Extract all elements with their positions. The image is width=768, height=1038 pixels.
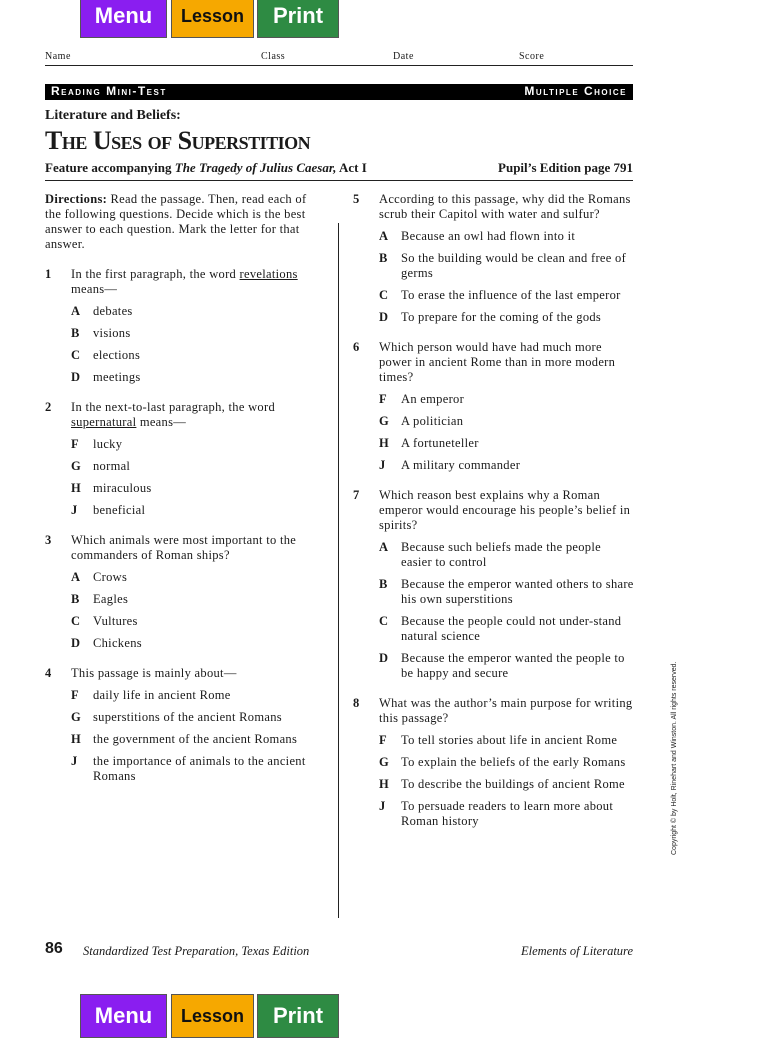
pupils-edition-page: Pupil’s Edition page 791 bbox=[498, 160, 633, 175]
question-number: 8 bbox=[353, 696, 360, 710]
question-stem bbox=[45, 267, 323, 297]
print-button[interactable]: Print bbox=[257, 0, 339, 38]
option-text: miraculous bbox=[93, 481, 152, 495]
answer-option[interactable] bbox=[353, 755, 635, 770]
option-text: To explain the beliefs of the early Romans bbox=[401, 755, 626, 769]
option-letter: H bbox=[71, 732, 82, 746]
answer-option[interactable] bbox=[353, 414, 635, 429]
option-letter: A bbox=[71, 570, 81, 584]
top-nav bbox=[80, 0, 339, 38]
option-text: To erase the influence of the last emperor bbox=[401, 288, 621, 302]
option-letter: G bbox=[71, 459, 82, 473]
answer-option[interactable] bbox=[45, 636, 323, 651]
option-letter: F bbox=[71, 688, 79, 702]
vocabulary-term: supernatural bbox=[71, 415, 137, 429]
lesson-button[interactable]: Lesson bbox=[171, 0, 254, 38]
option-text: To tell stories about life in ancient Rome bbox=[401, 733, 618, 747]
question-4 bbox=[45, 666, 323, 784]
answer-option[interactable] bbox=[45, 592, 323, 607]
page-title: The Uses of Superstition bbox=[45, 126, 311, 155]
answer-option[interactable] bbox=[353, 458, 635, 473]
question-text-post: means— bbox=[136, 415, 187, 429]
question-stem bbox=[353, 192, 635, 222]
class-label: Class bbox=[261, 51, 286, 62]
question-text bbox=[71, 400, 323, 430]
question-text: Which person would have had much more power in ancient Rome than in more modern times? bbox=[379, 340, 616, 384]
answer-option[interactable] bbox=[45, 503, 323, 518]
question-text: Which reason best explains why a Roman emperor would encourage his people’s belief in spirits? bbox=[379, 488, 631, 532]
option-letter: J bbox=[379, 799, 386, 813]
menu-button[interactable]: Menu bbox=[80, 0, 167, 38]
option-letter: B bbox=[379, 577, 388, 591]
option-letter: G bbox=[379, 414, 390, 428]
question-stem bbox=[353, 696, 635, 726]
question-number: 3 bbox=[45, 533, 52, 547]
page-number: 86 bbox=[45, 940, 63, 957]
option-letter: C bbox=[71, 614, 81, 628]
page-footer bbox=[45, 940, 633, 962]
option-letter: C bbox=[379, 288, 389, 302]
option-letter: J bbox=[71, 503, 78, 517]
directions-text: Read the passage. Then, read each of the following questions. Decide which is the best answer to each question. Mark the letter for that answer. bbox=[45, 192, 307, 251]
test-type: Reading Mini-Test bbox=[51, 84, 167, 98]
question-text: According to this passage, why did the Romans scrub their Capitol with water and sulfur? bbox=[379, 192, 631, 221]
date-label: Date bbox=[393, 51, 414, 62]
option-text: A military commander bbox=[401, 458, 521, 472]
print-button-bottom[interactable]: Print bbox=[257, 994, 339, 1038]
option-letter: F bbox=[71, 437, 79, 451]
answer-option[interactable] bbox=[45, 304, 323, 319]
option-text: An emperor bbox=[401, 392, 465, 406]
question-1 bbox=[45, 267, 323, 385]
series-title: Elements of Literature bbox=[520, 944, 633, 958]
right-column bbox=[353, 192, 635, 844]
option-letter: G bbox=[71, 710, 82, 724]
answer-option[interactable] bbox=[45, 348, 323, 363]
answer-option[interactable] bbox=[45, 437, 323, 452]
option-text: Crows bbox=[93, 570, 128, 584]
lesson-button-bottom[interactable]: Lesson bbox=[171, 994, 254, 1038]
option-letter: B bbox=[379, 251, 388, 265]
option-text: Because an owl had flown into it bbox=[401, 229, 576, 243]
directions bbox=[45, 192, 323, 252]
student-info-row bbox=[45, 51, 633, 66]
answer-option[interactable] bbox=[45, 570, 323, 585]
option-text: So the building would be clean and free of germs bbox=[401, 251, 627, 280]
question-text-pre: In the first paragraph, the word bbox=[71, 267, 240, 281]
question-number: 2 bbox=[45, 400, 52, 414]
answer-option[interactable] bbox=[45, 459, 323, 474]
answer-option[interactable] bbox=[45, 688, 323, 703]
option-letter: A bbox=[71, 304, 81, 318]
category-heading: Literature and Beliefs: bbox=[45, 108, 181, 123]
answer-option[interactable] bbox=[353, 777, 635, 792]
option-text: Chickens bbox=[93, 636, 142, 650]
answer-option[interactable] bbox=[353, 540, 635, 570]
answer-option[interactable] bbox=[353, 733, 635, 748]
question-number: 4 bbox=[45, 666, 52, 680]
option-text: meetings bbox=[93, 370, 141, 384]
answer-option[interactable] bbox=[45, 370, 323, 385]
option-text: superstitions of the ancient Romans bbox=[93, 710, 282, 724]
answer-option[interactable] bbox=[353, 310, 635, 325]
question-number: 7 bbox=[353, 488, 360, 502]
option-text: elections bbox=[93, 348, 141, 362]
option-letter: C bbox=[379, 614, 389, 628]
question-7 bbox=[353, 488, 635, 681]
option-text: Vultures bbox=[93, 614, 138, 628]
feature-text: Feature accompanying The Tragedy of Julius Caesar, Act I bbox=[45, 160, 367, 175]
option-text: Because the emperor wanted others to share his own superstitions bbox=[401, 577, 634, 606]
option-text: Eagles bbox=[93, 592, 129, 606]
option-text: the government of the ancient Romans bbox=[93, 732, 298, 746]
question-text-pre: In the next-to-last paragraph, the word bbox=[71, 400, 275, 414]
option-text: debates bbox=[93, 304, 133, 318]
answer-option[interactable] bbox=[353, 436, 635, 451]
question-text-post: means— bbox=[71, 282, 118, 296]
answer-option[interactable] bbox=[353, 577, 635, 607]
copyright-notice: Copyright © by Holt, Rinehart and Winston. All rights reserved. bbox=[671, 661, 678, 855]
option-text: A fortuneteller bbox=[401, 436, 479, 450]
menu-button-bottom[interactable]: Menu bbox=[80, 994, 167, 1038]
left-column bbox=[45, 192, 323, 799]
option-text: To persuade readers to learn more about Roman history bbox=[401, 799, 614, 828]
option-letter: H bbox=[379, 777, 390, 791]
question-3 bbox=[45, 533, 323, 651]
bottom-nav bbox=[80, 994, 339, 1038]
question-format: Multiple Choice bbox=[524, 84, 627, 98]
header-divider bbox=[45, 180, 633, 181]
answer-option[interactable] bbox=[45, 732, 323, 747]
answer-option[interactable] bbox=[353, 799, 635, 829]
option-text: A politician bbox=[401, 414, 464, 428]
vocabulary-term: revelations bbox=[239, 267, 298, 281]
question-6 bbox=[353, 340, 635, 473]
answer-option[interactable] bbox=[353, 651, 635, 681]
option-letter: D bbox=[379, 651, 389, 665]
option-letter: J bbox=[379, 458, 386, 472]
option-text: lucky bbox=[93, 437, 123, 451]
question-2 bbox=[45, 400, 323, 518]
question-8 bbox=[353, 696, 635, 829]
answer-option[interactable] bbox=[353, 229, 635, 244]
answer-option[interactable] bbox=[353, 251, 635, 281]
option-letter: H bbox=[379, 436, 390, 450]
option-letter: A bbox=[379, 229, 389, 243]
answer-option[interactable] bbox=[353, 614, 635, 644]
score-label: Score bbox=[519, 51, 545, 62]
answer-option[interactable] bbox=[45, 481, 323, 496]
question-text bbox=[71, 267, 323, 297]
option-letter: F bbox=[379, 392, 387, 406]
answer-option[interactable] bbox=[353, 392, 635, 407]
option-text: Because the emperor wanted the people to be happy and secure bbox=[401, 651, 625, 680]
option-letter: D bbox=[71, 636, 81, 650]
question-stem bbox=[45, 400, 323, 430]
answer-option[interactable] bbox=[353, 288, 635, 303]
question-stem bbox=[45, 533, 323, 563]
option-letter: D bbox=[379, 310, 389, 324]
option-text: Because such beliefs made the people easier to control bbox=[401, 540, 601, 569]
question-number: 5 bbox=[353, 192, 360, 206]
question-number: 1 bbox=[45, 267, 52, 281]
answer-option[interactable] bbox=[45, 754, 323, 784]
option-text: normal bbox=[93, 459, 131, 473]
option-letter: B bbox=[71, 326, 80, 340]
option-text: To prepare for the coming of the gods bbox=[401, 310, 602, 324]
question-text: Which animals were most important to the commanders of Roman ships? bbox=[71, 533, 297, 562]
option-letter: D bbox=[71, 370, 81, 384]
book-title: Standardized Test Preparation, Texas Edition bbox=[83, 944, 310, 958]
option-text: the importance of animals to the ancient Romans bbox=[93, 754, 306, 783]
column-divider bbox=[338, 223, 339, 918]
option-letter: A bbox=[379, 540, 389, 554]
option-letter: C bbox=[71, 348, 81, 362]
question-stem bbox=[353, 340, 635, 385]
option-letter: J bbox=[71, 754, 78, 768]
question-number: 6 bbox=[353, 340, 360, 354]
question-text: This passage is mainly about— bbox=[71, 666, 237, 680]
answer-option[interactable] bbox=[45, 614, 323, 629]
option-text: visions bbox=[93, 326, 131, 340]
question-text: What was the author’s main purpose for writing this passage? bbox=[379, 696, 633, 725]
option-letter: G bbox=[379, 755, 390, 769]
name-label: Name bbox=[45, 51, 71, 62]
option-letter: B bbox=[71, 592, 80, 606]
answer-option[interactable] bbox=[45, 710, 323, 725]
directions-label: Directions: bbox=[45, 192, 108, 206]
test-title-bar bbox=[45, 84, 633, 100]
option-text: beneficial bbox=[93, 503, 146, 517]
question-stem bbox=[45, 666, 323, 681]
answer-option[interactable] bbox=[45, 326, 323, 341]
option-letter: F bbox=[379, 733, 387, 747]
work-title: The Tragedy of Julius Caesar, bbox=[174, 160, 337, 175]
question-stem bbox=[353, 488, 635, 533]
option-text: To describe the buildings of ancient Rome bbox=[401, 777, 625, 791]
question-5 bbox=[353, 192, 635, 325]
option-text: Because the people could not under-stand natural science bbox=[401, 614, 622, 643]
option-letter: H bbox=[71, 481, 82, 495]
option-text: daily life in ancient Rome bbox=[93, 688, 231, 702]
